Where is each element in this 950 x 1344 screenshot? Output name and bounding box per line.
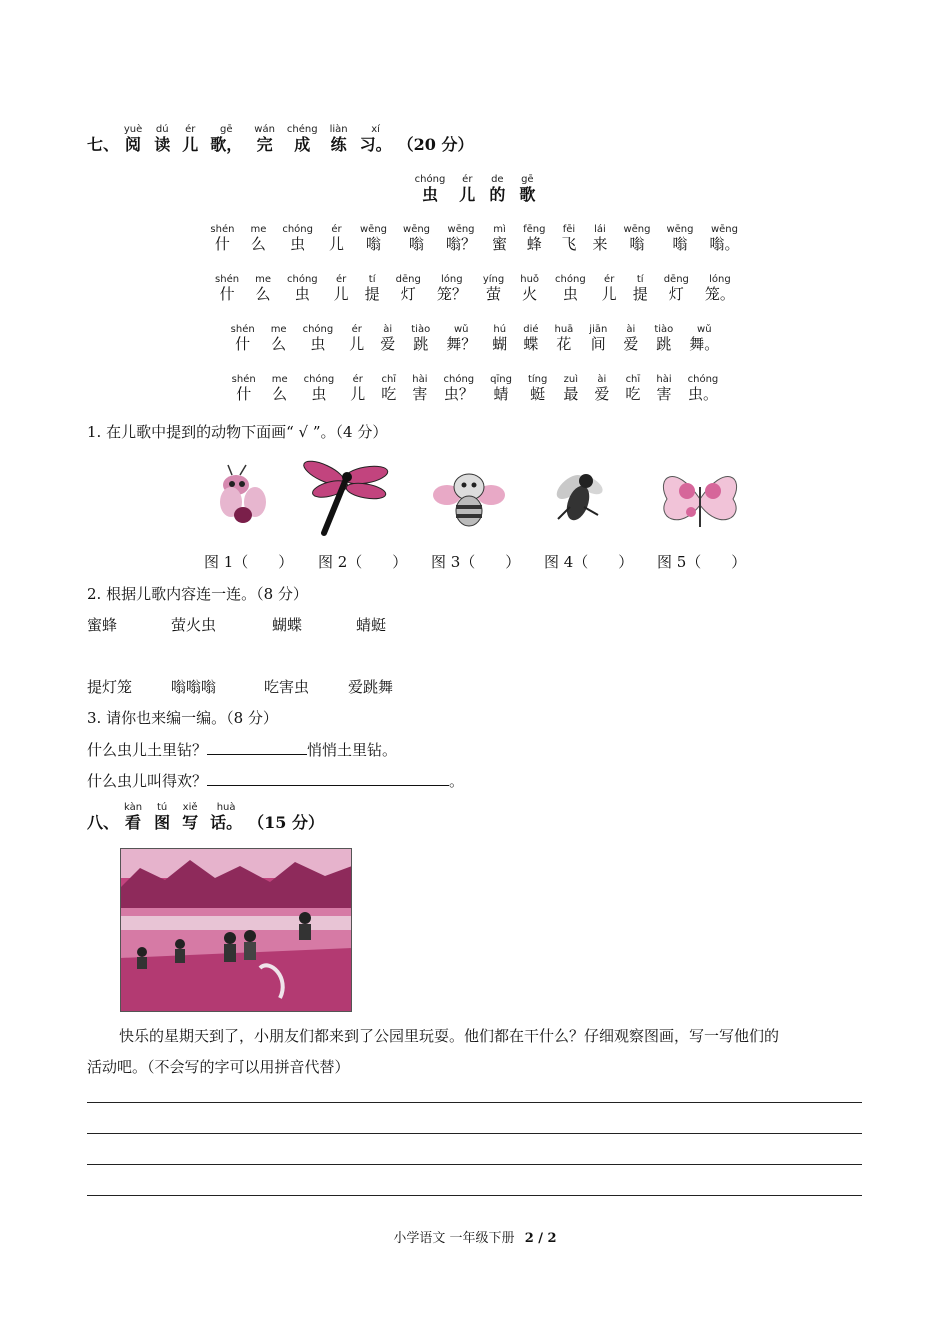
pinyin-char: 灯dēng xyxy=(663,274,689,303)
pinyin-char: 虫chóng xyxy=(286,274,318,303)
pinyin-char: 图tú xyxy=(154,802,171,832)
question-3: 3. 请你也来编一编。（8 分） xyxy=(87,709,278,727)
q3-line-1: 什么虫儿土里钻？ 悄悄土里钻。 xyxy=(87,741,398,759)
park-picture xyxy=(120,848,352,1012)
pinyin-char: 虫chóng xyxy=(282,224,313,253)
pinyin-char: 花huā xyxy=(554,324,574,353)
pinyin-char: 嗡？wēng xyxy=(446,224,477,253)
pinyin-char: 阅yuè xyxy=(123,124,143,154)
pinyin-char: 儿ér xyxy=(349,324,365,353)
pinyin-char: 什shén xyxy=(210,224,235,253)
pinyin-char: 蝴hú xyxy=(492,324,508,353)
pinyin-char: 笼。lóng xyxy=(704,274,735,303)
pinyin-char: 间jiān xyxy=(589,324,608,353)
pinyin-char: 蜂fēng xyxy=(523,224,546,253)
pinyin-char: 害hài xyxy=(656,374,672,403)
figure-caption-1: 图 1（ ） xyxy=(204,553,294,571)
poem-title xyxy=(0,174,950,205)
pinyin-char: 的de xyxy=(489,174,506,204)
pinyin-char: 完wán xyxy=(254,124,275,154)
pinyin-char: 读dú xyxy=(154,124,171,154)
pinyin-char: 灯dēng xyxy=(395,274,421,303)
pinyin-char: 蜜mì xyxy=(492,224,508,253)
pinyin-char: 成chéng xyxy=(286,124,318,154)
poem-line-4 xyxy=(0,374,950,404)
pinyin-char: 飞fēi xyxy=(561,224,577,253)
poem-line-1 xyxy=(0,224,950,254)
pinyin-char: 虫。chóng xyxy=(687,374,719,403)
pinyin-char: 笼？lóng xyxy=(436,274,467,303)
poem-line-3 xyxy=(0,324,950,354)
match-bottom-2[interactable]: 嗡嗡嗡 xyxy=(171,678,217,696)
insect-figures xyxy=(200,457,760,537)
pinyin-char: 写xiě xyxy=(182,802,199,832)
pinyin-char: 爱ài xyxy=(380,324,396,353)
pinyin-char: 么me xyxy=(271,374,288,403)
poem-line-2 xyxy=(0,274,950,304)
pinyin-char: 什shén xyxy=(231,374,256,403)
writing-prompt-line-2: 活动吧。（不会写的字可以用拼音代替） xyxy=(87,1058,350,1076)
question-2: 2. 根据儿歌内容连一连。（8 分） xyxy=(87,585,308,603)
pinyin-char: 虫？chóng xyxy=(443,374,475,403)
pinyin-char: 儿ér xyxy=(182,124,199,154)
pinyin-char: 么me xyxy=(250,224,267,253)
section8-heading: 八、 看kàn图tú写xiě话。huà（15 分） xyxy=(87,802,324,832)
figure-caption-2: 图 2（ ） xyxy=(318,553,408,571)
pinyin-char: 嗡wēng xyxy=(403,224,431,253)
page-number: 2 / 2 xyxy=(524,1231,557,1246)
pinyin-char: 爱ài xyxy=(623,324,639,353)
pinyin-char: 舞。wǔ xyxy=(689,324,720,353)
footer-subject: 小学语文 一年级下册 xyxy=(393,1231,515,1246)
pinyin-char: 儿ér xyxy=(601,274,617,303)
match-top-2[interactable]: 萤火虫 xyxy=(171,616,217,634)
page-footer xyxy=(0,1227,950,1246)
pinyin-char: 来lái xyxy=(592,224,608,253)
pinyin-char: 儿ér xyxy=(328,224,344,253)
pinyin-char: 儿ér xyxy=(333,274,349,303)
writing-prompt-line-1: 快乐的星期天到了，小朋友们都来到了公园里玩耍。他们都在干什么？仔细观察图画，写一写他们的 xyxy=(119,1027,780,1045)
pinyin-char: 跳tiào xyxy=(411,324,431,353)
figure-caption-3: 图 3（ ） xyxy=(431,553,521,571)
writing-line-1[interactable] xyxy=(87,1102,862,1103)
pinyin-char: 嗡wēng xyxy=(360,224,388,253)
pinyin-char: 练liàn xyxy=(329,124,348,154)
figure-caption-5: 图 5（ ） xyxy=(657,553,747,571)
pinyin-char: 习。xí xyxy=(359,124,392,154)
pinyin-char: 提tí xyxy=(632,274,648,303)
pinyin-char: 什shén xyxy=(230,324,255,353)
pinyin-char: 提tí xyxy=(364,274,380,303)
pinyin-char: 害hài xyxy=(412,374,428,403)
pinyin-char: 最zuì xyxy=(563,374,579,403)
q3-line-2: 什么虫儿叫得欢？ 。 xyxy=(87,772,465,790)
section7-score: （20 分） xyxy=(397,135,474,154)
pinyin-char: 火huǒ xyxy=(520,274,540,303)
match-bottom-1[interactable]: 提灯笼 xyxy=(87,678,133,696)
dragonfly-figure xyxy=(300,457,390,537)
pinyin-char: 蝶dié xyxy=(523,324,539,353)
butterfly-figure xyxy=(655,457,745,537)
pinyin-char: 话。huà xyxy=(210,802,243,832)
pinyin-char: 儿ér xyxy=(350,374,366,403)
match-top-4[interactable]: 蜻蜓 xyxy=(356,616,387,634)
q3-blank-2[interactable] xyxy=(207,771,449,786)
writing-line-3[interactable] xyxy=(87,1164,862,1165)
pinyin-char: 吃chī xyxy=(381,374,397,403)
q3-blank-1[interactable] xyxy=(207,740,307,755)
pinyin-char: 看kàn xyxy=(123,802,143,832)
pinyin-char: 么me xyxy=(255,274,271,303)
writing-line-4[interactable] xyxy=(87,1195,862,1196)
pinyin-char: 萤yíng xyxy=(482,274,505,303)
pinyin-char: 歌gē xyxy=(519,174,536,204)
match-bottom-3[interactable]: 吃害虫 xyxy=(264,678,310,696)
bee-figure xyxy=(425,457,515,537)
pinyin-char: 蜻qīng xyxy=(490,374,512,403)
question-1: 1. 在儿歌中提到的动物下面画“ √ ”。（4 分） xyxy=(87,423,388,441)
pinyin-char: 虫chóng xyxy=(302,324,334,353)
pinyin-char: 虫chóng xyxy=(303,374,335,403)
section7-prefix: 七、 xyxy=(87,135,120,154)
pinyin-char: 虫chóng xyxy=(414,174,446,204)
pinyin-char: 跳tiào xyxy=(654,324,674,353)
pinyin-char: 蜓tíng xyxy=(527,374,548,403)
pinyin-char: 什shén xyxy=(215,274,240,303)
section7-heading xyxy=(87,124,474,155)
match-top-1[interactable]: 蜜蜂 xyxy=(87,616,118,634)
pinyin-char: 儿ér xyxy=(459,174,476,204)
figure-caption-4: 图 4（ ） xyxy=(544,553,634,571)
firefly-figure xyxy=(200,457,290,537)
writing-line-2[interactable] xyxy=(87,1133,862,1134)
pinyin-char: 爱ài xyxy=(594,374,610,403)
pinyin-char: 虫chóng xyxy=(555,274,586,303)
pinyin-char: 么me xyxy=(270,324,287,353)
match-top-3[interactable]: 蝴蝶 xyxy=(272,616,303,634)
section7-title-words xyxy=(119,124,398,154)
fly-figure xyxy=(540,457,630,537)
pinyin-char: 歌，gē xyxy=(210,124,243,154)
pinyin-char: 嗡wēng xyxy=(623,224,651,253)
pinyin-char: 吃chī xyxy=(625,374,641,403)
pinyin-char: 舞？wǔ xyxy=(446,324,477,353)
match-bottom-4[interactable]: 爱跳舞 xyxy=(348,678,394,696)
pinyin-char: 嗡wēng xyxy=(666,224,694,253)
pinyin-char: 嗡。wēng xyxy=(709,224,740,253)
